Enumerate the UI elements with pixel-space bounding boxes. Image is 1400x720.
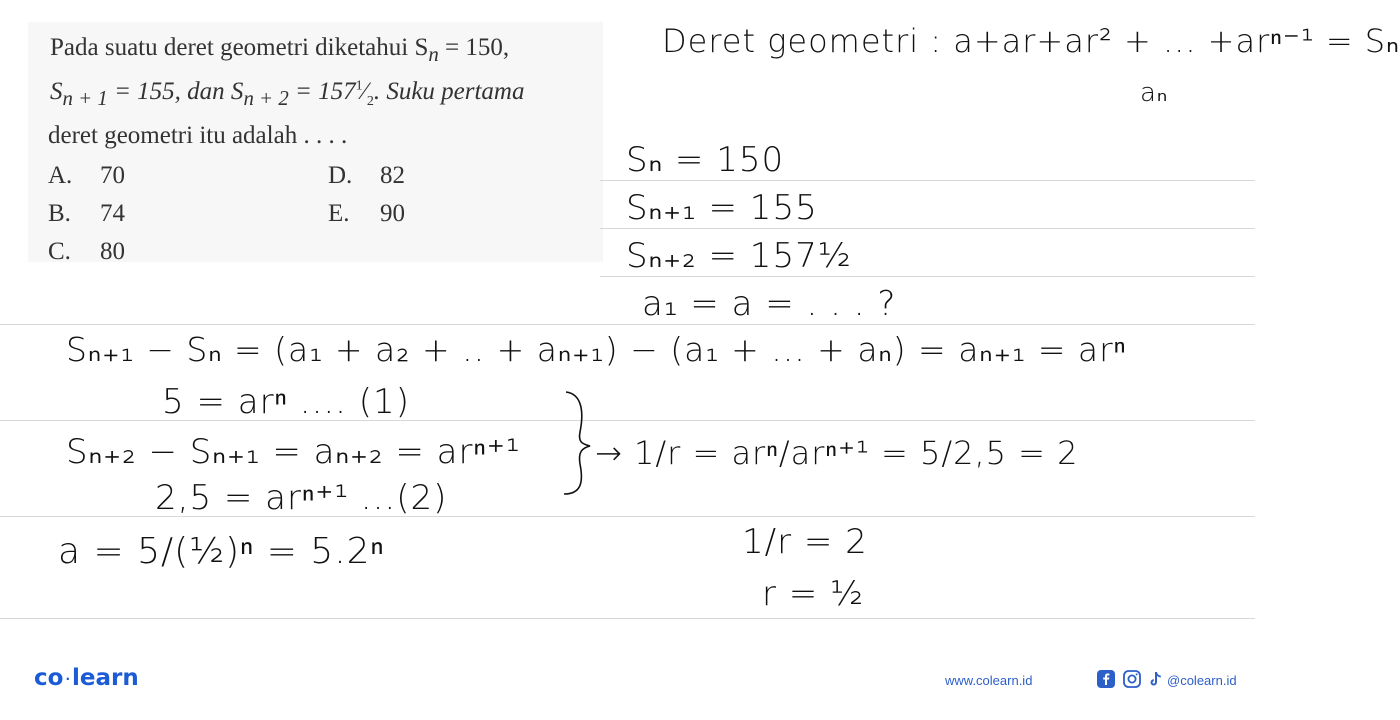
- question-line-3: deret geometri itu adalah . . . .: [48, 122, 348, 149]
- ruled-line: [600, 180, 1255, 181]
- question-panel: [28, 22, 603, 265]
- brace-icon: [560, 388, 600, 498]
- hand-step-4: 2,5 = arⁿ⁺¹ ...(2): [155, 478, 448, 518]
- option-c[interactable]: C. 80: [48, 238, 125, 265]
- hand-given-sn2: Sₙ₊₂ = 157½: [626, 236, 852, 276]
- hand-given-sn1: Sₙ₊₁ = 155: [626, 188, 818, 228]
- option-e[interactable]: E. 90: [328, 200, 405, 227]
- hand-ratio-3: r = ½: [762, 574, 865, 614]
- colearn-logo: co ·learn: [34, 665, 139, 691]
- hand-asked-a1: a₁ = a = . . . ?: [642, 284, 897, 324]
- ruled-line: [600, 276, 1255, 277]
- website-link[interactable]: www.colearn.id: [945, 673, 1033, 688]
- hand-step-3: Sₙ₊₂ − Sₙ₊₁ = aₙ₊₂ = arⁿ⁺¹: [66, 432, 521, 472]
- hand-step-2: 5 = arⁿ .... (1): [162, 382, 410, 422]
- question-line-1: Pada suatu deret geometri diketahui $S_n = 150$,: [50, 34, 510, 66]
- hand-answer-a: a = 5/(½)ⁿ = 5.2ⁿ: [58, 531, 385, 572]
- question-line-2: $S_{n + 1} = 155$, dan $S_{n + 2}$ = $157^1⁄_2$. Suku pertama: [50, 78, 525, 110]
- facebook-icon[interactable]: [1096, 669, 1116, 689]
- hand-step-1: Sₙ₊₁ − Sₙ = (a₁ + a₂ + .. + aₙ₊₁) − (a₁ + ... + aₙ) = aₙ₊₁ = arⁿ: [66, 330, 1127, 369]
- ruled-line: [0, 324, 1255, 325]
- hand-given-sn: Sₙ = 150: [626, 140, 785, 180]
- hand-title-an: aₙ: [1140, 78, 1169, 108]
- option-b[interactable]: B. 74: [48, 200, 125, 227]
- footer: [0, 655, 1280, 705]
- tiktok-icon[interactable]: [1146, 669, 1166, 689]
- ruled-line: [600, 228, 1255, 229]
- hand-title: Deret geometri : a+ar+ar² + ... +arⁿ⁻¹ = Sₙ: [662, 22, 1400, 60]
- instagram-icon[interactable]: [1122, 669, 1142, 689]
- hand-ratio-2: 1/r = 2: [742, 522, 868, 562]
- hand-ratio-1: → 1/r = arⁿ/arⁿ⁺¹ = 5/2,5 = 2: [595, 434, 1079, 472]
- option-a[interactable]: A. 70: [48, 162, 125, 189]
- social-handle[interactable]: @colearn.id: [1167, 673, 1237, 688]
- ruled-line: [0, 618, 1255, 619]
- option-d[interactable]: D. 82: [328, 162, 405, 189]
